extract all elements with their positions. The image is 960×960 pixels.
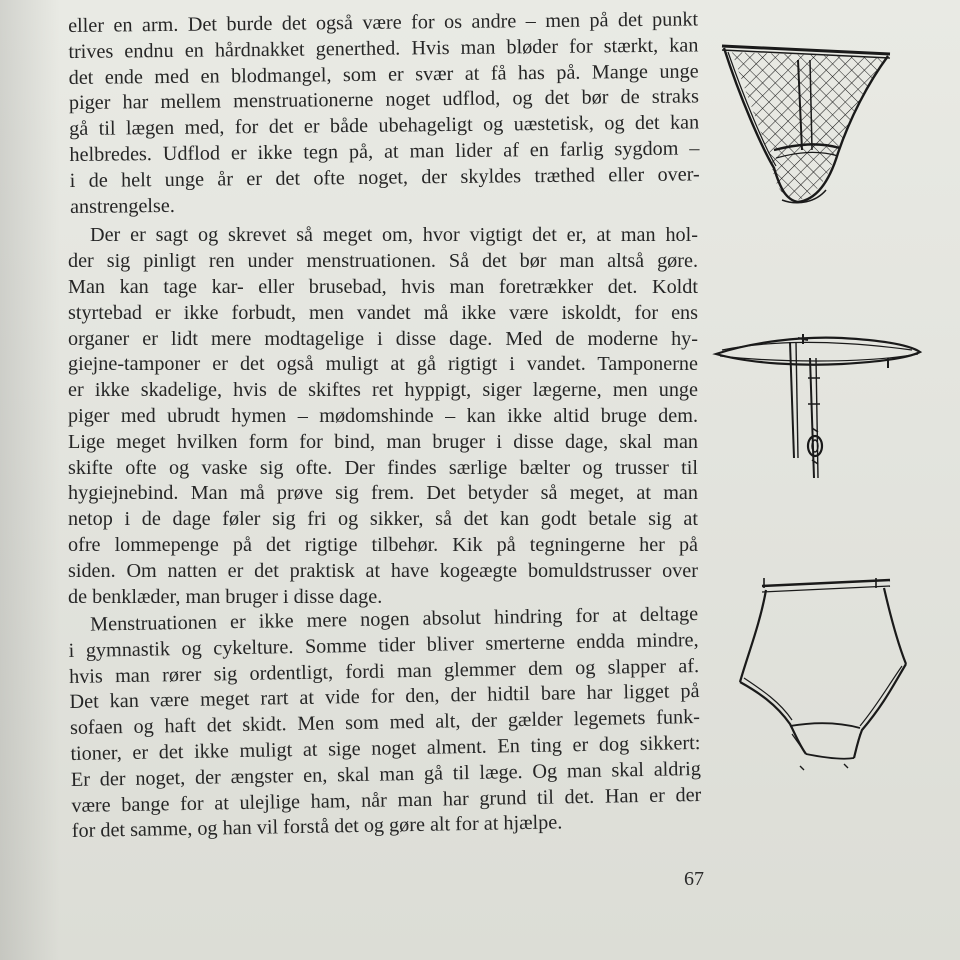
text-line: være bange for at ulejlige ham, når man har grund til det. Han er der: [71, 783, 702, 817]
page-number: 67: [684, 868, 704, 890]
text-line: hvis man rører sig ordentligt, fordi man glemmer dem og slapper af.: [68, 654, 700, 688]
text-line: eller en arm. Det burde det også være for os andre – men på det punkt: [68, 8, 699, 37]
text-line: Menstruationen er ikke mere nogen absolut hindring for at deltage: [90, 603, 699, 636]
text-line: Man kan tage kar- eller brusebad, hvis man foretrækker det. Koldt: [68, 275, 698, 298]
text-line: i gymnastik og cykelture. Somme tider bliver smerterne endda mindre,: [68, 629, 699, 663]
text-line: Lige meget hvilken form for bind, man bruger i disse dage, skal man: [68, 430, 698, 453]
text-line: tioner, er det ikke muligt at sige noget alment. En ting er dog sikkert:: [70, 732, 701, 766]
text-line: giejne-tamponer er det også muligt at gå rigtigt i vandet. Tamponerne: [68, 353, 698, 376]
paragraph-2: [68, 223, 698, 610]
text-line: helbredes. Udflod er ikke tegn på, at man lider af en farlig sygdom –: [69, 137, 700, 166]
text-line: styrtebad er ikke forbudt, men vandet må ikke være iskoldt, for ens: [68, 301, 698, 324]
text-line: de benklæder, man bruger i disse dage.: [68, 585, 383, 608]
paragraph-3: [68, 602, 702, 845]
text-line: i de helt unge år er det ofte noget, der skyldes træthed eller over-: [69, 163, 700, 192]
text-line: Der er sagt og skrevet så meget om, hvor vigtigt det er, at man hol-: [90, 224, 698, 247]
cotton-briefs-drawing: [734, 574, 914, 774]
text-line: ofre lommepenge på det rigtige tilbehør. Kik på tegningerne her på: [68, 533, 698, 556]
body-text: [68, 2, 702, 846]
text-line: netop i de dage føler sig fri og sikker, så det kan godt betale sig at: [68, 508, 698, 531]
text-line: sofaen og haft det skidt. Men som med alt, der gælder legemets funk-: [69, 706, 701, 740]
text-line: hygiejnebind. Man må prøve sig frem. Det betyder så meget, at man: [68, 482, 698, 505]
text-line: anstrengelse.: [69, 194, 175, 218]
text-line: er ikke skadelige, hvis de skiftes ret hyppigt, siger lægerne, men unge: [68, 379, 698, 402]
mesh-panty-drawing: [718, 38, 898, 208]
text-line: det ende med en blodmangel, som er svær at få has på. Mange unge: [68, 59, 699, 89]
text-line: gå til lægen med, for det er både ubehageligt og uæstetisk, og det kan: [69, 111, 700, 141]
text-line: piger har mellem menstruationerne noget udflod, og det bør de straks: [68, 85, 700, 115]
text-line: siden. Om natten er det praktisk at have kogeægte bomuldstrusser over: [68, 559, 698, 582]
text-line: Det kan være meget rart at vide for den, der hidtil bare har ligget på: [69, 680, 700, 714]
text-line: organer er lidt mere modtagelige i disse dage. Med de moderne hy-: [68, 327, 698, 350]
text-line: skifte ofte og vaske sig ofte. Der findes særlige bælter og trusser til: [68, 456, 698, 479]
text-line: for det samme, og han vil forstå det og gøre alt for at hjælpe.: [71, 812, 563, 843]
sanitary-belt-drawing: [712, 328, 926, 484]
paragraph-1: [68, 7, 700, 220]
text-line: trives endnu en hårdnakket generthed. Hvis man bløder for stærkt, kan: [68, 34, 699, 63]
text-line: piger med ubrudt hymen – mødomshinde – kan ikke altid bruge dem.: [68, 404, 698, 427]
text-line: Er der noget, der ængster en, skal man gå til læge. Og man skal aldrig: [70, 758, 702, 792]
text-line: der sig pinligt ren under menstruationen. Så det bør man altså gøre.: [68, 250, 698, 273]
